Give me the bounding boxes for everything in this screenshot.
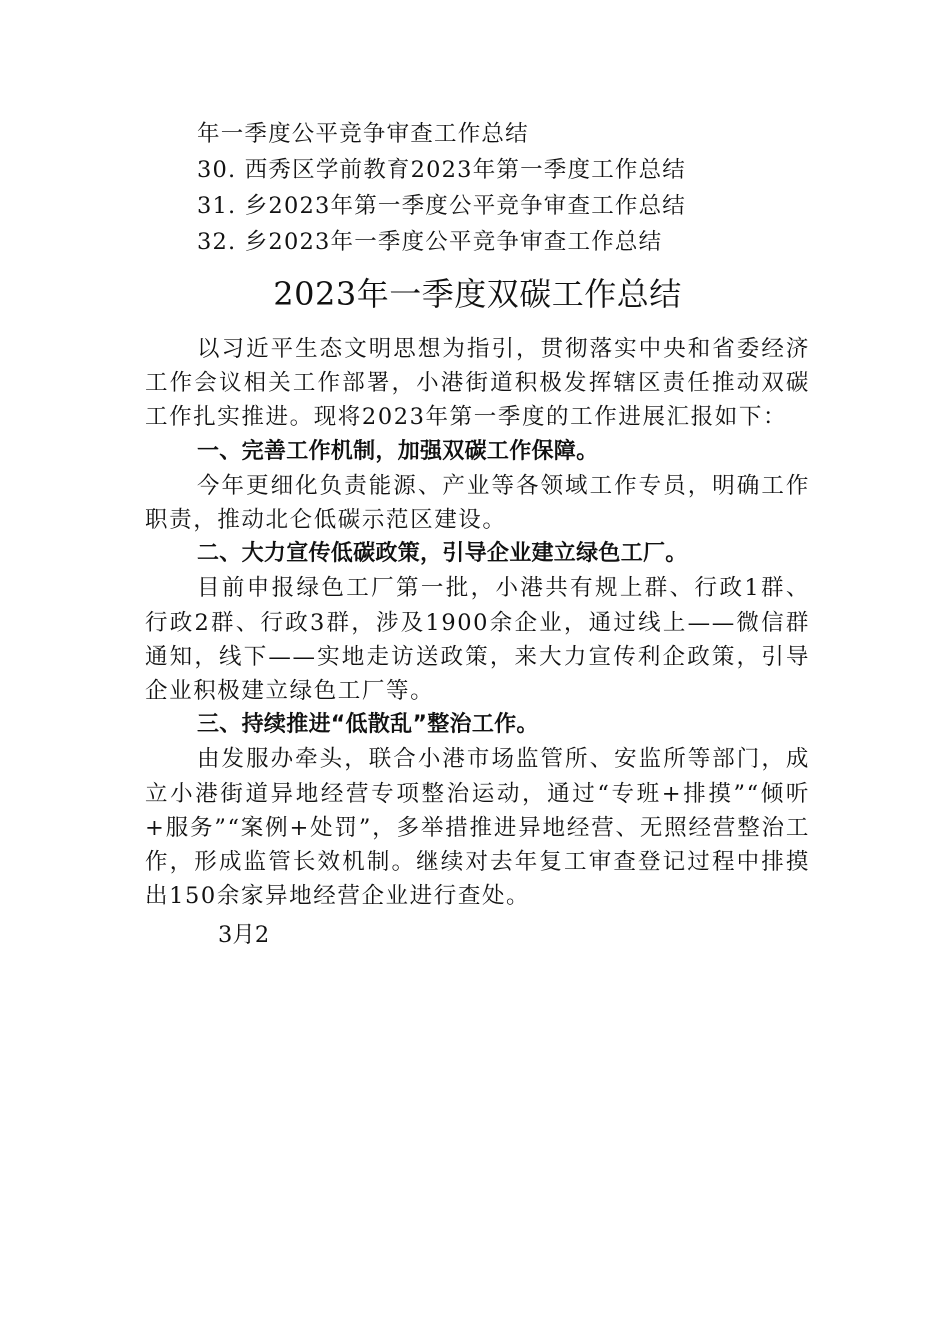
toc-line-3: 31. 乡2023年第一季度公平竞争审查工作总结 xyxy=(197,193,686,219)
section-3-heading: 三、持续推进“低散乱”整治工作。 xyxy=(197,712,539,738)
section-2-heading: 二、大力宣传低碳政策，引导企业建立绿色工厂。 xyxy=(197,541,688,567)
toc-line-2: 30. 西秀区学前教育2023年第一季度工作总结 xyxy=(197,157,686,183)
document-page xyxy=(145,116,810,953)
document-title: 2023年一季度双碳工作总结 xyxy=(273,275,682,313)
date-line: 3月2 xyxy=(218,922,270,949)
section-1-heading: 一、完善工作机制，加强双碳工作保障。 xyxy=(197,438,599,464)
toc-line-4: 32. 乡2023年一季度公平竞争审查工作总结 xyxy=(197,229,663,255)
section-2-body: 目前申报绿色工厂第一批，小港共有规上群、行政1群、行政2群、行政3群，涉及1900余企业，通过线上——微信群通知，线下——实地走访送政策，来大力宣传利企政策，引导企业积极建立绿色工厂等。 xyxy=(145,575,810,705)
section-3-body: 由发服办牵头，联合小港市场监管所、安监所等部门，成立小港街道异地经营专项整治运动，通过“专班+排摸”“倾听+服务”“案例+处罚”，多举措推进异地经营、无照经营整治工作，形成监管长效机制。继续对去年复工审查登记过程中排摸出150余家异地经营企业进行查处。 xyxy=(145,746,810,910)
intro-paragraph: 以习近平生态文明思想为指引，贯彻落实中央和省委经济工作会议相关工作部署，小港街道积极发挥辖区责任推动双碳工作扎实推进。现将2023年第一季度的工作进展汇报如下： xyxy=(145,336,810,431)
toc-line-1: 年一季度公平竞争审查工作总结 xyxy=(197,121,529,147)
section-1-body: 今年更细化负责能源、产业等各领域工作专员，明确工作职责，推动北仑低碳示范区建设。 xyxy=(145,472,810,534)
